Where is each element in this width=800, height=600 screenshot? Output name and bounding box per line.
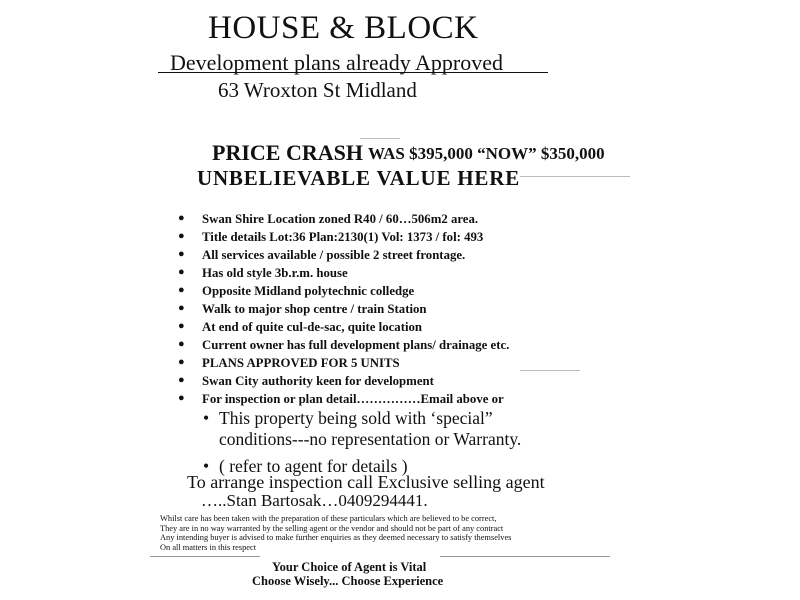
bullet-icon: ● <box>178 248 185 260</box>
contact-arrange: To arrange inspection call Exclusive selling agent <box>187 472 545 492</box>
list-item: ● Title details Lot:36 Plan:2130(1) Vol: 1373 / fol: 493 <box>178 230 484 244</box>
list-item: ● For inspection or plan detail……………Email above or <box>178 392 504 406</box>
bullet-icon: ● <box>178 302 185 314</box>
page-title: HOUSE & BLOCK <box>208 10 479 46</box>
list-item: ● Current owner has full development plans/ drainage etc. <box>178 338 510 352</box>
bullet-icon: ● <box>178 356 185 368</box>
list-item: ● Swan City authority keen for development <box>178 374 434 388</box>
list-item: ● Has old style 3b.r.m. house <box>178 266 348 280</box>
bullet-icon: • <box>203 456 210 476</box>
list-item: ● All services available / possible 2 street frontage. <box>178 248 466 262</box>
list-item: ● Walk to major shop centre / train Station <box>178 302 427 316</box>
disclaimer <box>160 514 560 552</box>
divider <box>150 556 260 557</box>
address: 63 Wroxton St Midland <box>218 78 417 102</box>
list-item: ● At end of quite cul-de-sac, quite location <box>178 320 423 334</box>
bullet-icon: • <box>203 408 210 428</box>
bullet-icon: ● <box>178 320 185 332</box>
disclaimer-line: They are in no way warranted by the selling agent or the vendor and should not be part of any contract <box>160 523 504 533</box>
divider <box>440 556 610 557</box>
subtitle: Development plans already Approved <box>170 50 503 75</box>
agent-contact: …..Stan Bartosak…0409294441. <box>201 491 428 510</box>
disclaimer-line: On all matters in this respect <box>160 542 257 552</box>
footer-tagline: Your Choice of Agent is Vital <box>272 560 427 574</box>
bullet-icon: ● <box>178 284 185 296</box>
bullet-icon: ● <box>178 212 185 224</box>
bullet-icon: ● <box>178 266 185 278</box>
scan-mark <box>520 176 630 177</box>
headline: UNBELIEVABLE VALUE HERE <box>197 166 521 190</box>
price-was-now: WAS $395,000 “NOW” $350,000 <box>368 144 605 163</box>
list-item: ● Opposite Midland polytechnic colledge <box>178 284 415 298</box>
feature-list <box>178 212 598 410</box>
footer-tagline-2: Choose Wisely... Choose Experience <box>252 574 444 588</box>
bullet-icon: ● <box>178 392 185 404</box>
list-item: ● Swan Shire Location zoned R40 / 60…506m2 area. <box>178 212 479 226</box>
bullet-icon: ● <box>178 374 185 386</box>
disclaimer-line: Whilst care has been taken with the preparation of these particulars which are believed to be correct, <box>160 514 497 523</box>
price-crash-label: PRICE CRASH <box>212 140 363 165</box>
scan-mark <box>360 138 400 139</box>
bullet-icon: ● <box>178 338 185 350</box>
subtitle-underline <box>158 72 548 73</box>
list-item: ● PLANS APPROVED FOR 5 UNITS <box>178 356 400 370</box>
disclaimer-line: Any intending buyer is advised to make further enquiries as they deemed necessary to satisfy themselves <box>160 533 512 543</box>
bullet-icon: ● <box>178 230 185 242</box>
